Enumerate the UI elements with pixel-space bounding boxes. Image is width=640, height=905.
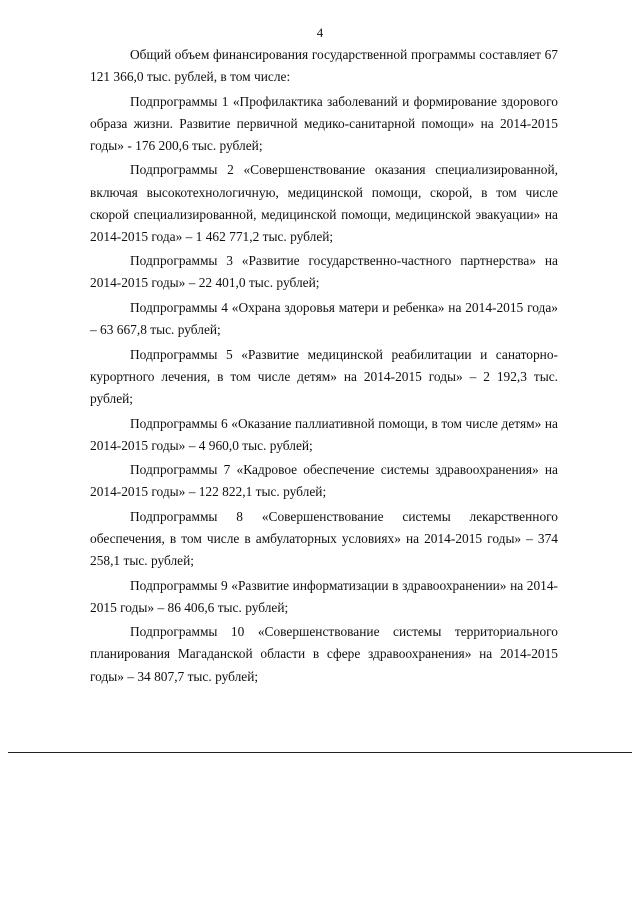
page-divider [8,752,632,753]
paragraph-subprogram-10: Подпрограммы 10 «Совершенствование системы территориального планирования Магаданской области в сфере здравоохранения» на 2014-2015 годы» – 34 807,7 тыс. рублей; [90,624,558,684]
document-body [90,44,558,690]
paragraph-subprogram-2: Подпрограммы 2 «Совершенствование оказания специализированной, включая высокотехнологичную, медицинской помощи, скорой, в том числе скорой специализированной, медицинской помощи, медицинской эвакуации» на 2014-2015 года» – 1 462 771,2 тыс. рублей; [90,162,558,244]
paragraph-subprogram-4: Подпрограммы 4 «Охрана здоровья матери и ребенка» на 2014-2015 года» – 63 667,8 тыс. рублей; [90,300,558,338]
page-number: 4 [316,25,324,40]
paragraph-subprogram-9: Подпрограммы 9 «Развитие информатизации в здравоохранении» на 2014-2015 годы» – 86 406,6 тыс. рублей; [90,577,558,615]
paragraph-subprogram-1: Подпрограммы 1 «Профилактика заболеваний и формирование здорового образа жизни. Развитие первичной медико-санитарной помощи» на 2014-2015 годы» - 176 200,6 тыс. рублей; [90,93,558,153]
paragraph-subprogram-7: Подпрограммы 7 «Кадровое обеспечение системы здравоохранения» на 2014-2015 годы» – 122 822,1 тыс. рублей; [90,462,558,500]
paragraph-total-funding: Общий объем финансирования государственной программы составляет 67 121 366,0 тыс. рублей, в том числе: [90,47,558,85]
paragraph-subprogram-6: Подпрограммы 6 «Оказание паллиативной помощи, в том числе детям» на 2014-2015 годы» – 4 960,0 тыс. рублей; [90,415,558,453]
paragraph-subprogram-8: Подпрограммы 8 «Совершенствование системы лекарственного обеспечения, в том числе в амбулаторных условиях» на 2014-2015 годы» – 374 258,1 тыс. рублей; [90,508,558,569]
paragraph-subprogram-3: Подпрограммы 3 «Развитие государственно-частного партнерства» на 2014-2015 годы» – 22 401,0 тыс. рублей; [90,253,558,291]
paragraph-subprogram-5: Подпрограммы 5 «Развитие медицинской реабилитации и санаторно-курортного лечения, в том числе детям» на 2014-2015 годы» – 2 192,3 тыс. рублей; [90,346,558,406]
